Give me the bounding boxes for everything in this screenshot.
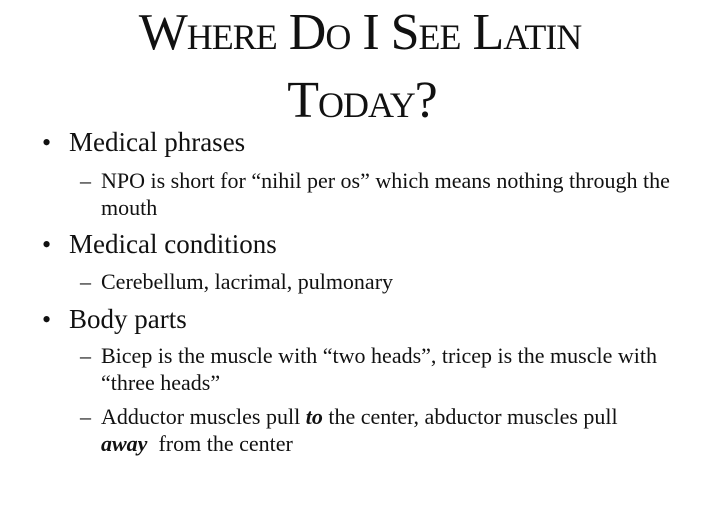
sub-bullet-text — [80, 403, 670, 457]
bullet-dot: • — [42, 230, 52, 259]
sub-bullet-text: Bicep is the muscle with “two heads”, tricep is the muscle with “three heads” — [101, 343, 657, 395]
text-part: Adductor muscles pull — [101, 404, 301, 429]
sub-bullet-bicep — [80, 342, 670, 396]
slide-title-line-2: Today? — [287, 72, 437, 129]
emphasis-to: to — [305, 404, 323, 429]
sub-bullet-npo — [80, 167, 670, 221]
dash-marker: – — [80, 343, 91, 368]
dash-marker: – — [80, 168, 91, 193]
text-part: from the center — [158, 431, 293, 456]
sub-bullet-adductor — [80, 403, 670, 457]
bullet-label: Medical conditions — [69, 229, 277, 259]
bullet-body-parts — [42, 303, 187, 336]
sub-bullet-text: NPO is short for “nihil per os” which means nothing through the mouth — [101, 168, 670, 220]
bullet-medical-phrases — [42, 126, 245, 159]
bullet-medical-conditions — [42, 228, 277, 261]
bullet-dot: • — [42, 128, 52, 157]
sub-bullet-conditions — [80, 268, 670, 295]
dash-marker: – — [80, 269, 91, 294]
slide-title-line-1: Where Do I See Latin — [138, 4, 582, 61]
dash-marker: – — [80, 404, 91, 429]
text-part: the center, abductor muscles pull — [328, 404, 618, 429]
bullet-label: Body parts — [69, 304, 187, 334]
emphasis-away: away — [101, 431, 148, 456]
bullet-dot: • — [42, 305, 52, 334]
sub-bullet-text: Cerebellum, lacrimal, pulmonary — [101, 269, 394, 294]
bullet-label: Medical phrases — [69, 127, 246, 157]
